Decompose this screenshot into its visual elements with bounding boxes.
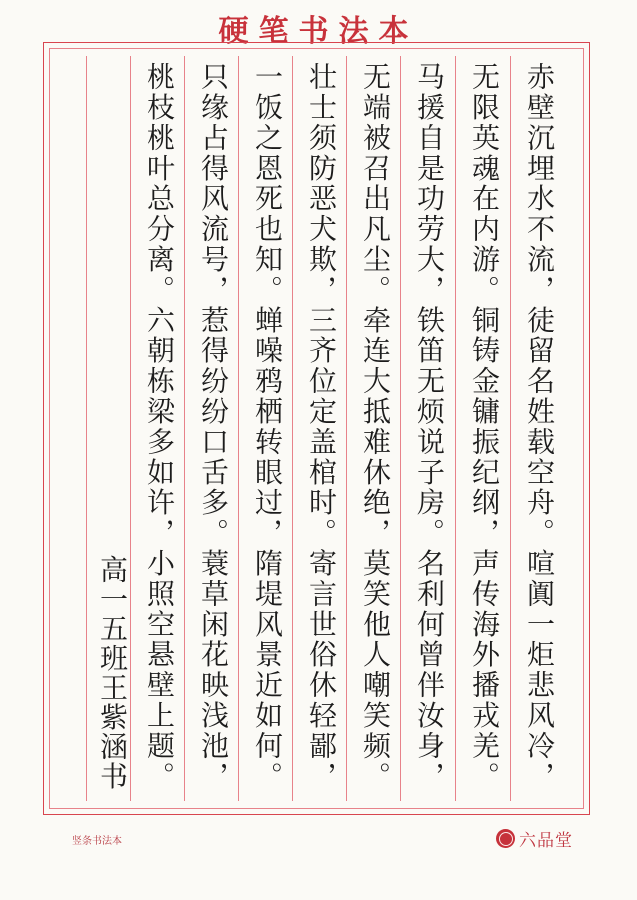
poem-column-1: 赤壁沉埋水不流，徒留名姓载空舟。喧阗一炬悲风冷， — [523, 62, 556, 792]
column-divider — [455, 56, 456, 801]
seal-icon — [496, 829, 515, 848]
poem-column-2: 无限英魂在内游。铜铸金镛振纪纲，声传海外播戎羌。 — [468, 62, 501, 792]
page-title: 硬笔书法本 — [218, 14, 419, 49]
poem-column-6: 一饭之恩死也知。蝉噪鸦栖转眼过，隋堤风景近如何。 — [251, 62, 284, 792]
poem-column-7: 只缘占得风流号，惹得纷纷口舌多。蓑草闲花映浅池， — [197, 62, 230, 792]
signature: 高一五班王紫涵书 — [96, 555, 129, 791]
poem-column-8: 桃枝桃叶总分离。六朝栋梁多如许，小照空悬壁上题。 — [143, 62, 176, 792]
poem-column-4: 无端被召出凡尘。牵连大抵难休绝，莫笑他人嘲笑频。 — [359, 62, 392, 792]
poem-column-3: 马援自是功劳大，铁笛无烦说子房。名利何曾伴汝身， — [413, 62, 446, 792]
footer-label: 竖条书法本 — [72, 836, 122, 847]
brand-name: 六品堂 — [519, 831, 573, 851]
poem-column-5: 壮士须防恶犬欺，三齐位定盖棺时。寄言世俗休轻鄙， — [305, 62, 338, 792]
brand-mark — [496, 826, 573, 851]
column-divider — [510, 56, 511, 801]
column-divider — [86, 56, 87, 801]
